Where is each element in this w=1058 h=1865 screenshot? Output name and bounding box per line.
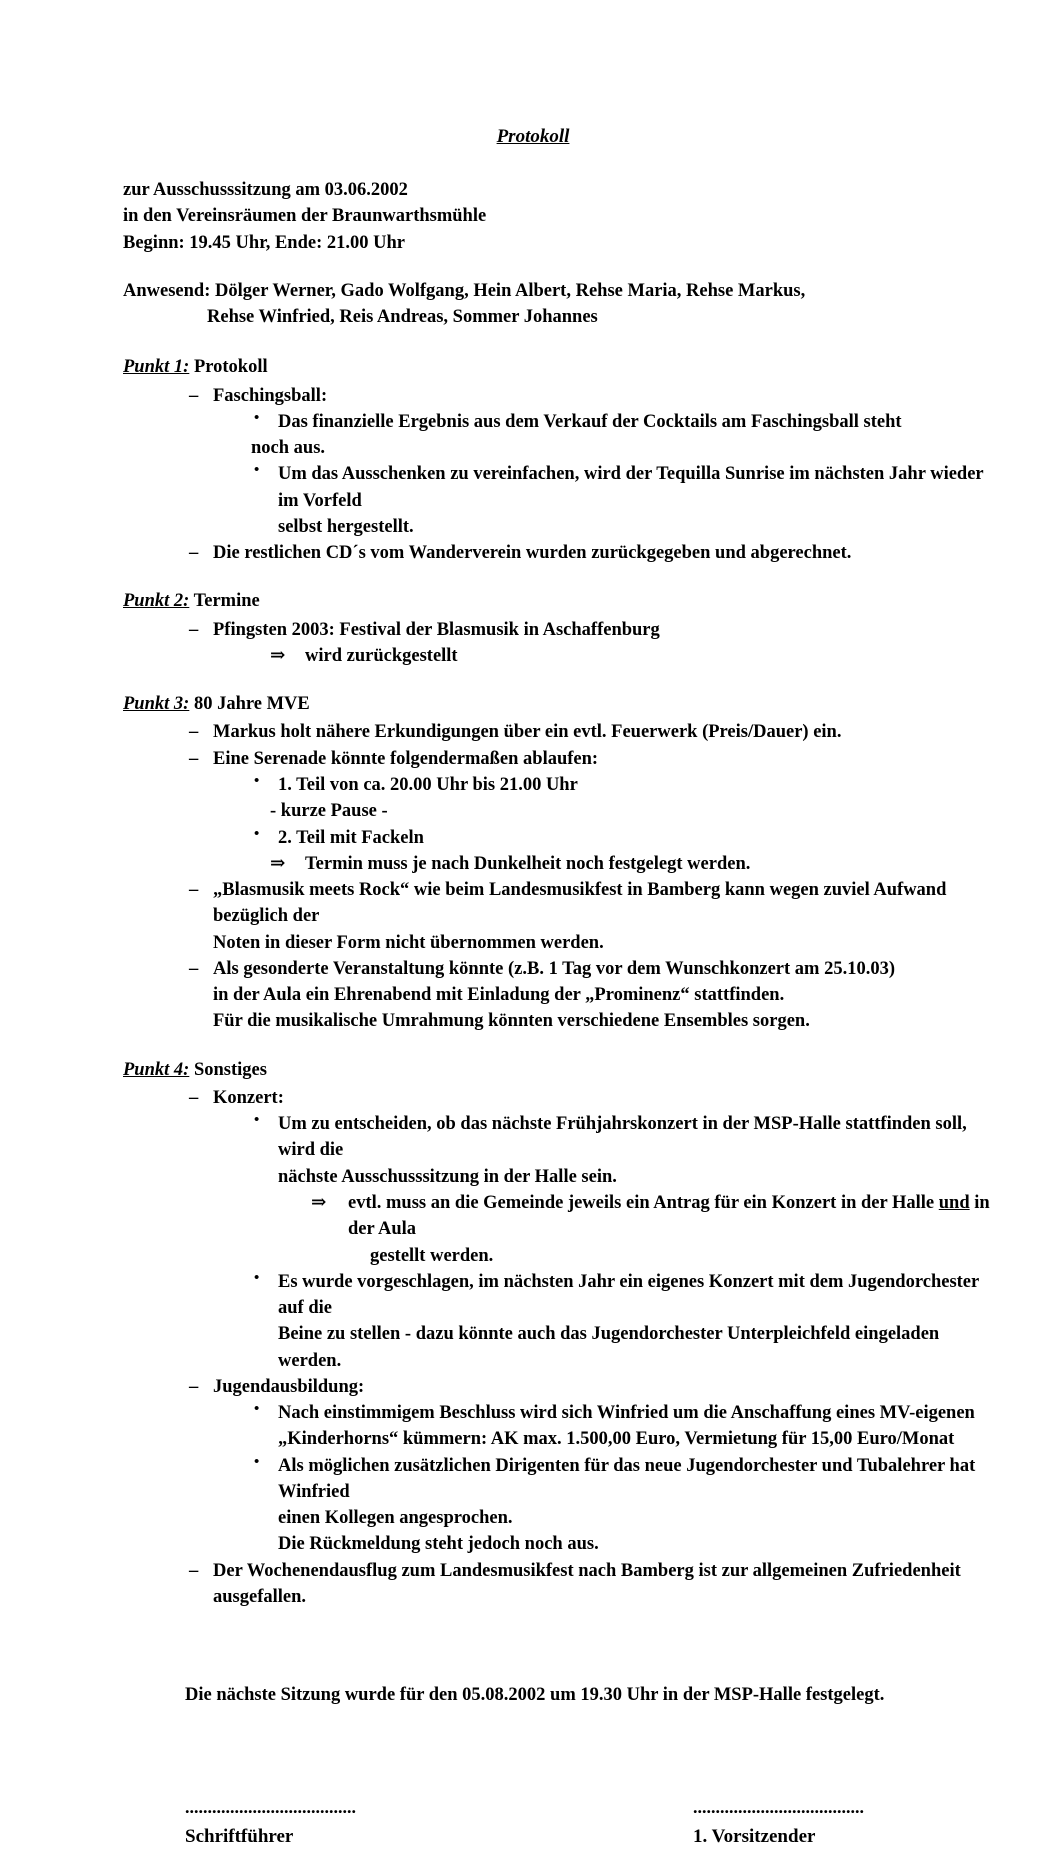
double-arrow-icon: ⇒ <box>311 1193 327 1213</box>
list-item-text: Um das Ausschenken zu vereinfachen, wird der Tequilla Sunrise im nächsten Jahr wieder im Vorfeld <box>278 464 984 511</box>
list-item-text: 1. Teil von ca. 20.00 Uhr bis 21.00 Uhr <box>278 775 578 796</box>
section-label-1: Punkt 1: <box>123 357 190 378</box>
list-item-text: Faschingsball: <box>213 385 328 406</box>
arrow-text-underlined: und <box>938 1193 970 1213</box>
dash-icon: – <box>189 543 199 564</box>
list-item-text-2: Beine zu stellen - dazu könnte auch das Jugendorchester Unterpleichfeld eingeladen werden. <box>278 1324 940 1371</box>
bullet-icon: • <box>254 1112 260 1129</box>
section-punkt-2 <box>123 588 1003 669</box>
section-heading-4 <box>123 1057 1003 1083</box>
section-punkt-4 <box>123 1057 1003 1611</box>
list-item-text: Als gesonderte Veranstaltung könnte (z.B. 1 Tag vor dem Wunschkonzert am 25.10.03) <box>213 958 895 979</box>
dash-icon: – <box>189 1087 199 1108</box>
list-item <box>123 643 1003 669</box>
list-item-text-2: Noten in dieser Form nicht übernommen werden. <box>213 932 604 953</box>
double-arrow-icon: ⇒ <box>270 853 286 874</box>
list-item <box>123 825 1003 851</box>
list-item-text: Jugendausbildung: <box>213 1376 365 1397</box>
section-label-4: Punkt 4: <box>123 1059 190 1080</box>
list-item <box>123 1190 1003 1269</box>
list-item <box>123 1374 1003 1400</box>
list-item <box>123 383 1003 409</box>
document-body <box>123 124 1003 1865</box>
list-item <box>123 1400 1003 1453</box>
list-item-text: Es wurde vorgeschlagen, im nächsten Jahr ein eigenes Konzert mit dem Jugendorchester auf die <box>278 1271 979 1319</box>
arrow-text-post: in der Aula <box>348 1193 990 1240</box>
section-punkt-1 <box>123 354 1003 566</box>
dash-icon: – <box>189 619 199 640</box>
list-item-text: Pfingsten 2003: Festival der Blasmusik in Aschaffenburg <box>213 619 660 640</box>
list-item-continuation: noch aus. <box>251 438 326 459</box>
list-item-text: Termin muss je nach Dunkelheit noch festgelegt werden. <box>305 853 751 874</box>
closing-paragraph: Die nächste Sitzung wurde für den 05.08.2002 um 19.30 Uhr in der MSP-Halle festgelegt. <box>185 1685 885 1706</box>
signature-row <box>123 1795 1003 1865</box>
signature-line-right: ...................................... <box>693 1796 864 1817</box>
list-item <box>123 746 1003 772</box>
list-item <box>123 719 1003 745</box>
list-item-text: Eine Serenade könnte folgendermaßen ablaufen: <box>213 748 599 769</box>
list-item-text-2: selbst hergestellt. <box>278 516 414 537</box>
signature-block-left <box>185 1795 356 1852</box>
section-title-1: Protokoll <box>193 357 268 378</box>
list-item <box>123 1453 1003 1558</box>
list-item-text-2: „Kinderhorns“ kümmern: AK max. 1.500,00 Euro, Vermietung für 15,00 Euro/Monat <box>278 1429 955 1450</box>
list-item-text-2: gestellt werden. <box>370 1245 494 1266</box>
list-item-text: Markus holt nähere Erkundigungen über ein evtl. Feuerwerk (Preis/Dauer) ein. <box>213 722 842 743</box>
list-item <box>123 1558 1003 1611</box>
bullet-icon: • <box>254 409 260 426</box>
list-item <box>123 540 1003 566</box>
list-item <box>123 409 1003 435</box>
meeting-time: Beginn: 19.45 Uhr, Ende: 21.00 Uhr <box>123 232 405 253</box>
list-item <box>123 1269 1003 1374</box>
dash-icon: – <box>189 722 199 743</box>
bullet-icon: • <box>254 825 260 842</box>
list-item-pause: - kurze Pause - <box>270 801 388 822</box>
signature-line-left: ...................................... <box>185 1796 356 1817</box>
signature-block-right <box>693 1795 864 1852</box>
section-label-3: Punkt 3: <box>123 694 190 715</box>
meeting-subject: zur Ausschusssitzung am 03.06.2002 <box>123 179 408 200</box>
dash-icon: – <box>189 385 199 406</box>
section-heading-1 <box>123 354 1003 380</box>
page-title: Protokoll <box>496 126 570 147</box>
list-item <box>123 617 1003 643</box>
bullet-icon: • <box>254 1401 260 1418</box>
section-punkt-3 <box>123 691 1003 1034</box>
list-item-text: Konzert: <box>213 1087 284 1108</box>
list-item <box>123 1111 1003 1190</box>
list-item-text <box>348 1190 1003 1243</box>
list-item-text: Als möglichen zusätzlichen Dirigenten für das neue Jugendorchester und Tubalehrer hat Winfried <box>278 1455 976 1502</box>
meeting-location: in den Vereinsräumen der Braunwarthsmühle <box>123 206 487 227</box>
section-title-4: Sonstiges <box>193 1059 267 1080</box>
list-item <box>123 956 1003 1035</box>
section-title-2: Termine <box>193 591 260 612</box>
list-item-text: 2. Teil mit Fackeln <box>278 827 424 848</box>
list-item <box>123 772 1003 798</box>
attendance-line-2: Rehse Winfried, Reis Andreas, Sommer Johannes <box>207 307 598 328</box>
list-item-text-2: in der Aula ein Ehrenabend mit Einladung der „Prominenz“ stattfinden. <box>213 985 785 1006</box>
section-heading-3 <box>123 691 1003 717</box>
dash-icon: – <box>189 880 199 901</box>
list-item-text: Die restlichen CD´s vom Wanderverein wurden zurückgegeben und abgerechnet. <box>213 543 852 564</box>
list-item-text: Um zu entscheiden, ob das nächste Frühjahrskonzert in der MSP-Halle stattfinden soll, wird die <box>278 1114 967 1161</box>
meeting-header <box>123 177 1003 256</box>
signature-label-right: 1. Vorsitzender <box>693 1826 816 1848</box>
list-item-text: Nach einstimmigem Beschluss wird sich Winfried um die Anschaffung eines MV-eigenen <box>278 1403 975 1424</box>
list-item <box>123 877 1003 956</box>
bullet-icon: • <box>254 773 260 790</box>
dash-icon: – <box>189 958 199 979</box>
list-item-text: „Blasmusik meets Rock“ wie beim Landesmusikfest in Bamberg kann wegen zuviel Aufwand bezüglich der <box>213 880 947 927</box>
arrow-text-pre: evtl. muss an die Gemeinde jeweils ein Antrag für ein Konzert in der Halle <box>348 1193 939 1213</box>
dash-icon: – <box>189 748 199 769</box>
attendance-block <box>123 278 1003 331</box>
list-item <box>123 851 1003 877</box>
double-arrow-icon: ⇒ <box>270 645 286 666</box>
attendance-line-1: Anwesend: Dölger Werner, Gado Wolfgang, Hein Albert, Rehse Maria, Rehse Markus, <box>123 280 806 301</box>
dash-icon: – <box>189 1376 199 1397</box>
list-item-text-2: einen Kollegen angesprochen. <box>278 1508 513 1529</box>
section-label-2: Punkt 2: <box>123 591 190 612</box>
bullet-icon: • <box>254 462 260 479</box>
section-title-3: 80 Jahre MVE <box>193 694 310 715</box>
signature-label-left: Schriftführer <box>185 1826 294 1848</box>
list-item <box>123 461 1003 540</box>
list-item-text-3: Für die musikalische Umrahmung könnten verschiedene Ensembles sorgen. <box>213 1011 810 1032</box>
list-item-text-2: nächste Ausschusssitzung in der Halle sein. <box>278 1166 617 1187</box>
list-item-text: wird zurückgestellt <box>305 645 458 666</box>
list-item-text-3: Die Rückmeldung steht jedoch noch aus. <box>278 1534 599 1555</box>
dash-icon: – <box>189 1560 199 1581</box>
list-item <box>123 1085 1003 1111</box>
bullet-icon: • <box>254 1453 260 1470</box>
list-item-text: Das finanzielle Ergebnis aus dem Verkauf der Cocktails am Faschingsball steht <box>278 411 902 432</box>
bullet-icon: • <box>254 1269 260 1286</box>
section-heading-2 <box>123 588 1003 614</box>
list-item-text: Der Wochenendausflug zum Landesmusikfest nach Bamberg ist zur allgemeinen Zufriedenheit ausgefallen. <box>213 1560 961 1607</box>
